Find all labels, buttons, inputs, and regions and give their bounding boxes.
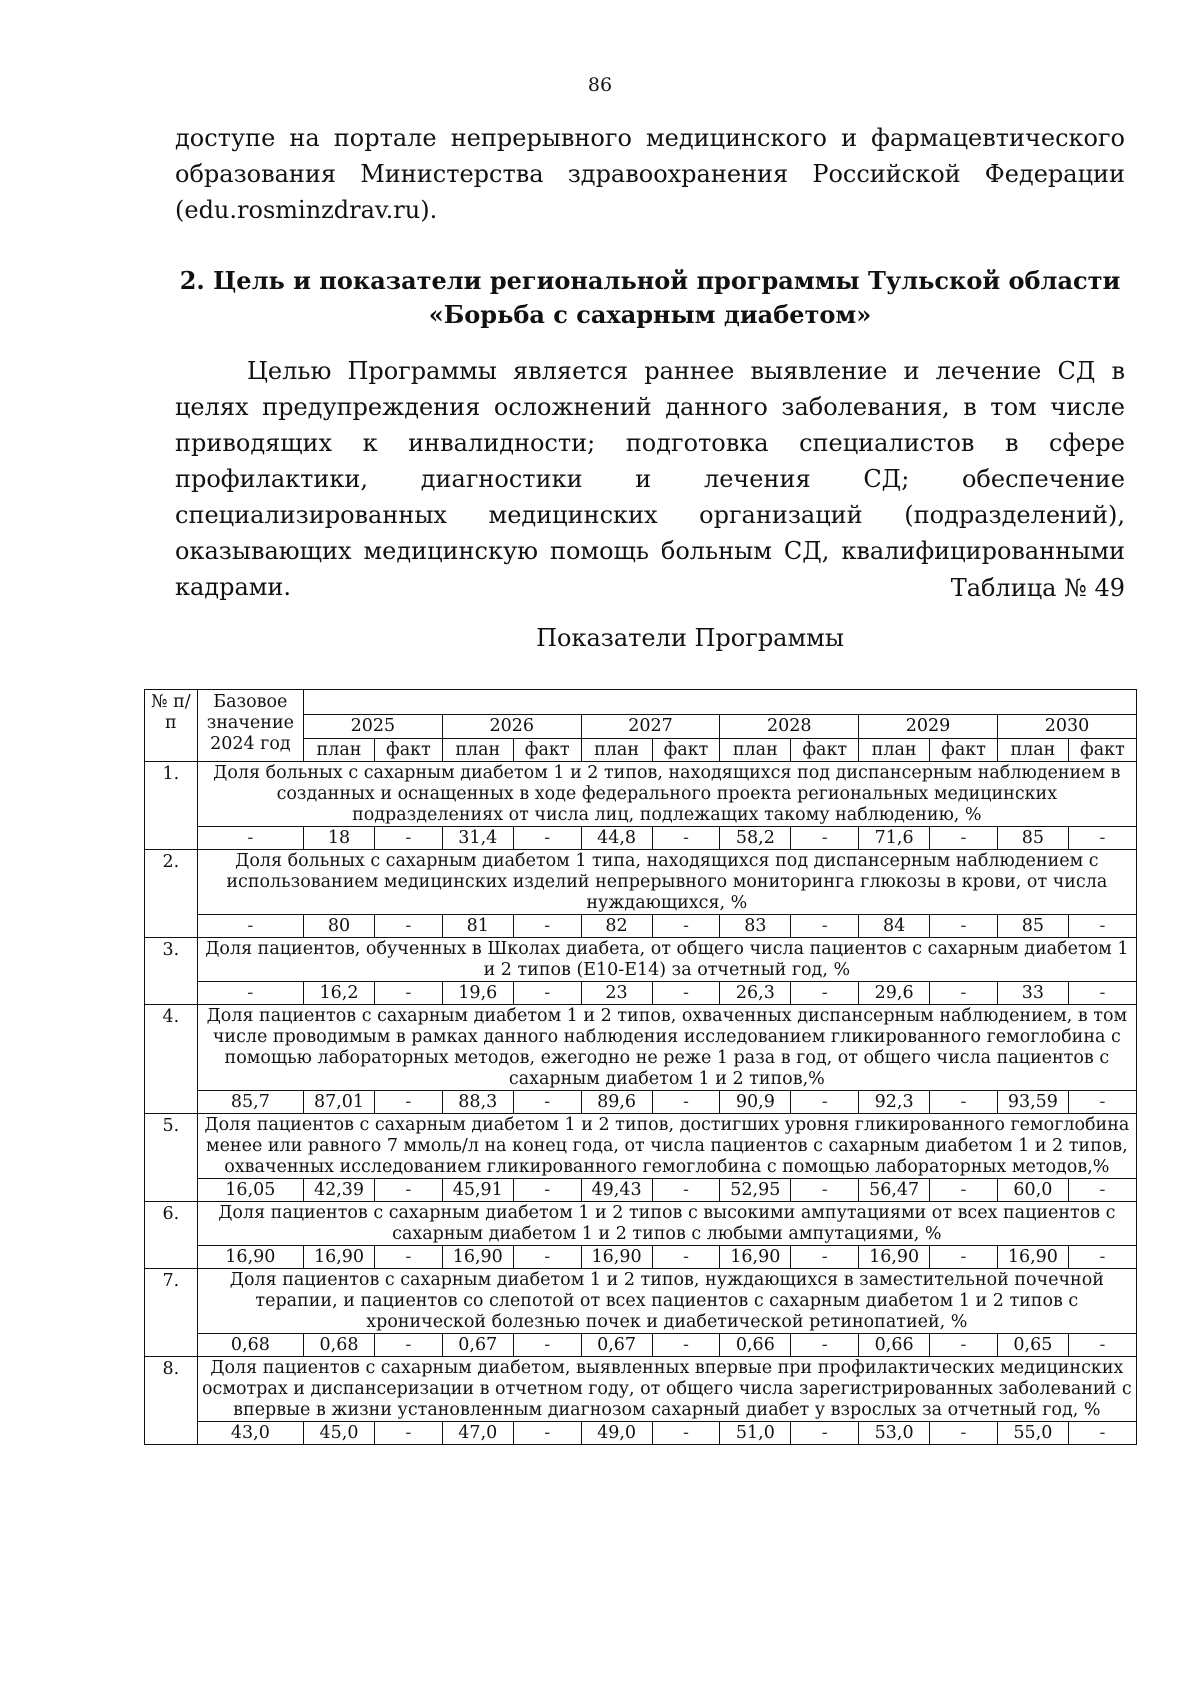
section-heading-line-1: 2. Цель и показатели региональной программы Тульской области xyxy=(179,266,1121,295)
plan-value-cell: 0,65 xyxy=(997,1334,1068,1357)
fact-value-cell: - xyxy=(652,915,720,938)
row-number: 7. xyxy=(145,1269,198,1357)
fact-value-cell: - xyxy=(1068,1422,1136,1445)
plan-value-cell: 58,2 xyxy=(720,827,791,850)
plan-value-cell: 31,4 xyxy=(442,827,513,850)
goal-paragraph xyxy=(175,353,1125,605)
fact-value-cell: - xyxy=(513,827,581,850)
fact-value-cell: - xyxy=(374,982,442,1005)
header-year: 2027 xyxy=(581,715,720,739)
fact-value-cell: - xyxy=(1068,982,1136,1005)
fact-value-cell: - xyxy=(513,1422,581,1445)
fact-value-cell: - xyxy=(930,1179,998,1202)
plan-value-cell: 60,0 xyxy=(997,1179,1068,1202)
plan-value-cell: 44,8 xyxy=(581,827,652,850)
plan-value-cell: 26,3 xyxy=(720,982,791,1005)
header-base: Базовое значение 2024 год xyxy=(197,690,303,762)
header-year: 2025 xyxy=(304,715,443,739)
plan-value-cell: 51,0 xyxy=(720,1422,791,1445)
plan-value-cell: 92,3 xyxy=(859,1091,930,1114)
indicators-table xyxy=(144,689,1137,1445)
base-value-cell: - xyxy=(197,982,303,1005)
plan-value-cell: 0,68 xyxy=(304,1334,375,1357)
fact-value-cell: - xyxy=(1068,1091,1136,1114)
plan-value-cell: 16,90 xyxy=(997,1246,1068,1269)
fact-value-cell: - xyxy=(791,1422,859,1445)
fact-value-cell: - xyxy=(652,827,720,850)
plan-value-cell: 85 xyxy=(997,915,1068,938)
indicator-row xyxy=(145,1005,1137,1091)
fact-value-cell: - xyxy=(513,1246,581,1269)
indicator-name: Доля больных с сахарным диабетом 1 и 2 типов, находящихся под диспансерным наблюдением в созданных и оснащенных в ходе федерального проекта региональных медицинских подразделениях от числа лиц, подлежащих такому наблюдению, % xyxy=(197,762,1136,827)
intro-text: доступе на портале непрерывного медицинского и фармацевтического образования Министерства здравоохранения Российской Федерации (edu.rosminzdrav.ru). xyxy=(175,124,1125,224)
values-row xyxy=(145,1179,1137,1202)
header-plan: план xyxy=(720,739,791,762)
indicator-row xyxy=(145,1357,1137,1422)
fact-value-cell: - xyxy=(1068,1334,1136,1357)
row-number: 6. xyxy=(145,1202,198,1269)
plan-value-cell: 19,6 xyxy=(442,982,513,1005)
plan-value-cell: 71,6 xyxy=(859,827,930,850)
fact-value-cell: - xyxy=(930,827,998,850)
fact-value-cell: - xyxy=(374,1334,442,1357)
fact-value-cell: - xyxy=(930,1422,998,1445)
fact-value-cell: - xyxy=(791,982,859,1005)
base-value-cell: 16,90 xyxy=(197,1246,303,1269)
fact-value-cell: - xyxy=(1068,1246,1136,1269)
goal-text: Целью Программы является раннее выявление и лечение СД в целях предупреждения осложнений данного заболевания, в том числе приводящих к инвалидности; подготовка специалистов в сфере профилактики, диагностики и лечения СД; обеспечение специализированных медицинских организаций (подразделений), оказывающих медицинскую помощь больным СД, квалифицированными кадрами. xyxy=(175,357,1125,601)
values-row xyxy=(145,1334,1137,1357)
fact-value-cell: - xyxy=(791,1091,859,1114)
header-num: № п/п xyxy=(145,690,198,762)
plan-value-cell: 16,2 xyxy=(304,982,375,1005)
plan-value-cell: 81 xyxy=(442,915,513,938)
table-title: Показатели Программы xyxy=(536,624,844,652)
fact-value-cell: - xyxy=(513,1091,581,1114)
fact-value-cell: - xyxy=(652,1422,720,1445)
plan-value-cell: 16,90 xyxy=(581,1246,652,1269)
fact-value-cell: - xyxy=(513,982,581,1005)
header-fact: факт xyxy=(1068,739,1136,762)
header-year: 2030 xyxy=(997,715,1136,739)
fact-value-cell: - xyxy=(930,1091,998,1114)
plan-value-cell: 93,59 xyxy=(997,1091,1068,1114)
values-row xyxy=(145,1246,1137,1269)
plan-value-cell: 83 xyxy=(720,915,791,938)
base-value-cell: 16,05 xyxy=(197,1179,303,1202)
indicator-name: Доля пациентов, обученных в Школах диабета, от общего числа пациентов с сахарным диабетом 1 и 2 типов (Е10-Е14) за отчетный год, % xyxy=(197,938,1136,982)
plan-value-cell: 45,91 xyxy=(442,1179,513,1202)
page-number: 86 xyxy=(587,74,613,96)
row-number: 3. xyxy=(145,938,198,1005)
fact-value-cell: - xyxy=(374,915,442,938)
values-row xyxy=(145,1091,1137,1114)
plan-value-cell: 56,47 xyxy=(859,1179,930,1202)
fact-value-cell: - xyxy=(1068,1179,1136,1202)
plan-value-cell: 16,90 xyxy=(442,1246,513,1269)
header-years-blank xyxy=(304,690,1137,715)
indicator-name: Доля больных с сахарным диабетом 1 типа, находящихся под диспансерным наблюдением с использованием медицинских изделий непрерывного мониторинга глюкозы в крови, от числа нуждающихся, % xyxy=(197,850,1136,915)
row-number: 5. xyxy=(145,1114,198,1202)
fact-value-cell: - xyxy=(791,827,859,850)
indicator-row xyxy=(145,1269,1137,1334)
plan-value-cell: 55,0 xyxy=(997,1422,1068,1445)
fact-value-cell: - xyxy=(652,1179,720,1202)
header-year: 2026 xyxy=(442,715,581,739)
indicator-row xyxy=(145,938,1137,982)
fact-value-cell: - xyxy=(791,1246,859,1269)
plan-value-cell: 82 xyxy=(581,915,652,938)
base-value-cell: 85,7 xyxy=(197,1091,303,1114)
header-fact: факт xyxy=(930,739,998,762)
fact-value-cell: - xyxy=(652,1334,720,1357)
row-number: 2. xyxy=(145,850,198,938)
plan-value-cell: 53,0 xyxy=(859,1422,930,1445)
fact-value-cell: - xyxy=(374,1091,442,1114)
plan-value-cell: 16,90 xyxy=(304,1246,375,1269)
row-number: 8. xyxy=(145,1357,198,1445)
plan-value-cell: 42,39 xyxy=(304,1179,375,1202)
header-plan: план xyxy=(997,739,1068,762)
fact-value-cell: - xyxy=(930,1246,998,1269)
plan-value-cell: 49,0 xyxy=(581,1422,652,1445)
indicator-name: Доля пациентов с сахарным диабетом 1 и 2 типов, достигших уровня гликированного гемоглобина менее или равного 7 ммоль/л на конец года, от числа пациентов с сахарным диабетом 1 и 2 типов, охваченных исследованием гликированного гемоглобина с помощью лабораторных методов,% xyxy=(197,1114,1136,1179)
fact-value-cell: - xyxy=(930,1334,998,1357)
plan-value-cell: 0,66 xyxy=(720,1334,791,1357)
header-year: 2028 xyxy=(720,715,859,739)
plan-value-cell: 85 xyxy=(997,827,1068,850)
values-row xyxy=(145,982,1137,1005)
plan-value-cell: 23 xyxy=(581,982,652,1005)
indicator-name: Доля пациентов с сахарным диабетом 1 и 2 типов с высокими ампутациями от всех пациентов с сахарным диабетом 1 и 2 типов с любыми ампутациями, % xyxy=(197,1202,1136,1246)
plan-value-cell: 49,43 xyxy=(581,1179,652,1202)
header-plan: план xyxy=(581,739,652,762)
fact-value-cell: - xyxy=(1068,827,1136,850)
values-row xyxy=(145,915,1137,938)
plan-value-cell: 16,90 xyxy=(720,1246,791,1269)
plan-value-cell: 80 xyxy=(304,915,375,938)
fact-value-cell: - xyxy=(1068,915,1136,938)
plan-value-cell: 87,01 xyxy=(304,1091,375,1114)
fact-value-cell: - xyxy=(652,1246,720,1269)
base-value-cell: 43,0 xyxy=(197,1422,303,1445)
plan-value-cell: 88,3 xyxy=(442,1091,513,1114)
indicator-name: Доля пациентов с сахарным диабетом 1 и 2 типов, охваченных диспансерным наблюдением, в том числе проводимым в рамках данного наблюдения исследованием гликированного гемоглобина с помощью лабораторных методов, ежегодно не реже 1 раза в год, от общего числа пациентов с сахарным диабетом 1 и 2 типов,% xyxy=(197,1005,1136,1091)
fact-value-cell: - xyxy=(791,915,859,938)
plan-value-cell: 0,67 xyxy=(442,1334,513,1357)
plan-value-cell: 52,95 xyxy=(720,1179,791,1202)
fact-value-cell: - xyxy=(930,915,998,938)
fact-value-cell: - xyxy=(513,915,581,938)
indicator-row xyxy=(145,762,1137,827)
header-fact: факт xyxy=(652,739,720,762)
indicator-name: Доля пациентов с сахарным диабетом, выявленных впервые при профилактических медицинских осмотрах и диспансеризации в отчетном году, от общего числа зарегистрированных заболеваний с впервые в жизни установленным диагнозом сахарный диабет у взрослых за отчетный год, % xyxy=(197,1357,1136,1422)
plan-value-cell: 47,0 xyxy=(442,1422,513,1445)
table-body xyxy=(145,762,1137,1445)
fact-value-cell: - xyxy=(791,1334,859,1357)
plan-value-cell: 45,0 xyxy=(304,1422,375,1445)
values-row xyxy=(145,1422,1137,1445)
header-plan: план xyxy=(442,739,513,762)
intro-paragraph xyxy=(175,120,1125,228)
plan-value-cell: 16,90 xyxy=(859,1246,930,1269)
plan-value-cell: 0,66 xyxy=(859,1334,930,1357)
fact-value-cell: - xyxy=(930,982,998,1005)
plan-value-cell: 0,67 xyxy=(581,1334,652,1357)
fact-value-cell: - xyxy=(513,1334,581,1357)
values-row xyxy=(145,827,1137,850)
fact-value-cell: - xyxy=(374,1422,442,1445)
header-plan: план xyxy=(304,739,375,762)
base-value-cell: - xyxy=(197,915,303,938)
fact-value-cell: - xyxy=(791,1179,859,1202)
plan-value-cell: 29,6 xyxy=(859,982,930,1005)
indicator-row xyxy=(145,850,1137,915)
plan-value-cell: 84 xyxy=(859,915,930,938)
plan-value-cell: 90,9 xyxy=(720,1091,791,1114)
fact-value-cell: - xyxy=(652,1091,720,1114)
plan-value-cell: 18 xyxy=(304,827,375,850)
header-year: 2029 xyxy=(859,715,998,739)
fact-value-cell: - xyxy=(374,1246,442,1269)
header-fact: факт xyxy=(791,739,859,762)
plan-value-cell: 33 xyxy=(997,982,1068,1005)
header-fact: факт xyxy=(374,739,442,762)
indicator-name: Доля пациентов с сахарным диабетом 1 и 2 типов, нуждающихся в заместительной почечной терапии, и пациентов со слепотой от всех пациентов с сахарным диабетом 1 и 2 типов с хронической болезнью почек и диабетической ретинопатией, % xyxy=(197,1269,1136,1334)
fact-value-cell: - xyxy=(513,1179,581,1202)
header-plan: план xyxy=(859,739,930,762)
table-number: Таблица № 49 xyxy=(950,574,1125,602)
base-value-cell: - xyxy=(197,827,303,850)
plan-value-cell: 89,6 xyxy=(581,1091,652,1114)
indicator-row xyxy=(145,1202,1137,1246)
header-fact: факт xyxy=(513,739,581,762)
section-heading xyxy=(175,264,1125,332)
row-number: 4. xyxy=(145,1005,198,1114)
fact-value-cell: - xyxy=(374,827,442,850)
fact-value-cell: - xyxy=(374,1179,442,1202)
base-value-cell: 0,68 xyxy=(197,1334,303,1357)
row-number: 1. xyxy=(145,762,198,850)
fact-value-cell: - xyxy=(652,982,720,1005)
indicator-row xyxy=(145,1114,1137,1179)
section-heading-line-2: «Борьба с сахарным диабетом» xyxy=(428,300,872,329)
